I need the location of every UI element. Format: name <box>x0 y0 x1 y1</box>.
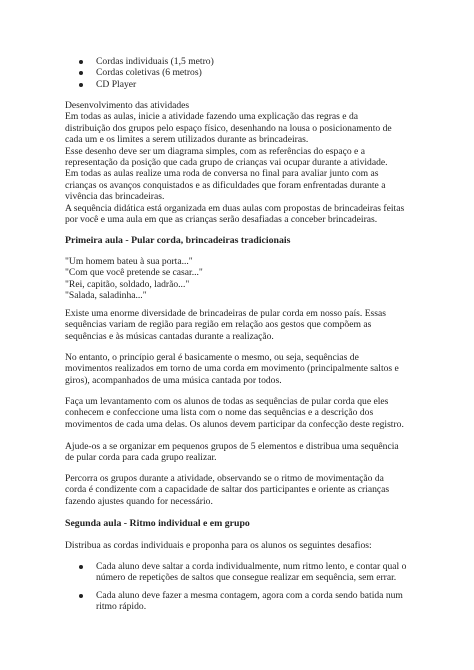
paragraph-line: Faça um levantamento com os alunos de todas as sequências de pular corda que eles <box>65 396 389 407</box>
list-item-line: Cada aluno deve fazer a mesma contagem, agora com a corda sendo batida num <box>96 589 403 601</box>
lesson1-paragraph-3 <box>65 396 415 430</box>
quote-line: "Com que você pretende se casar..." <box>65 267 203 279</box>
paragraph-line: Percorra os grupos durante a atividade, observando se o ritmo de movimentação da <box>65 473 384 484</box>
lesson1-heading: Primeira aula - Pular corda, brincadeiras tradicionais <box>65 235 291 246</box>
paragraph-line: representação da posição que cada grupo de crianças vai ocupar durante a atividade. <box>65 157 388 169</box>
list-item-line: ritmo rápido. <box>96 601 147 613</box>
list-item-line: número de repetições de saltos que consegue realizar em sequência, sem errar. <box>96 572 397 584</box>
paragraph-line: cada um e os limites a serem utilizados durante as brincadeiras. <box>65 134 309 146</box>
paragraph-line: movimentos de cada uma delas. Os alunos devem participar da confecção deste registro. <box>65 418 404 430</box>
paragraph-line: sequências e às músicas cantadas durante a realização. <box>65 330 274 342</box>
list-item <box>78 56 418 67</box>
lesson2-intro <box>65 540 415 551</box>
lesson1-paragraph-1 <box>65 308 415 342</box>
paragraph-line: No entanto, o princípio geral é basicamente o mesmo, ou seja, sequências de <box>65 352 359 363</box>
paragraph-line: giros), acompanhados de uma música cantada por todos. <box>65 374 282 386</box>
lesson1-paragraph-2 <box>65 352 415 386</box>
quote-line: "Rei, capitão, soldado, ladrão..." <box>65 278 190 290</box>
bullet-icon <box>79 60 83 64</box>
bullet-icon <box>79 71 83 75</box>
paragraph-line: Em todas as aulas, inicie a atividade fazendo uma explicação das regras e da <box>65 111 359 123</box>
paragraph-line: Ajude-os a se organizar em pequenos grupos de 5 elementos e distribua uma sequência <box>65 441 399 452</box>
paragraph-line: Esse desenho deve ser um diagrama simples, com as referências do espaço e a <box>65 145 365 157</box>
lesson1-paragraph-5 <box>65 473 415 507</box>
paragraph-line: fazendo ajustes quando for necessário. <box>65 495 213 507</box>
paragraph-line: por você e uma aula em que as crianças serão desafiadas a conceber brincadeiras. <box>65 214 378 226</box>
paragraph-line: A sequência didática está organizada em duas aulas com propostas de brincadeiras feitas <box>65 202 405 214</box>
paragraph-line: vivência das brincadeiras. <box>65 191 165 203</box>
quote-line: "Salada, saladinha..." <box>65 290 147 302</box>
lesson1-quotes <box>65 256 415 302</box>
paragraph-line: distribuição dos grupos pelo espaço físico, desenhando na lousa o posicionamento de <box>65 122 392 134</box>
paragraph-line: conhecem e confeccione uma lista com o nome das sequências e a descrição dos <box>65 407 374 419</box>
quote-line: "Um homem bateu à sua porta..." <box>65 256 193 267</box>
list-item <box>78 79 418 90</box>
materials-list <box>78 56 418 90</box>
paragraph-line: Distribua as cordas individuais e proponha para os alunos os seguintes desafios: <box>65 540 372 551</box>
list-item-text: Cordas coletivas (6 metros) <box>96 67 202 79</box>
list-item <box>78 590 418 613</box>
paragraph-line: crianças os avanços conquistados e as dificuldades que foram enfrentadas durante a <box>65 179 386 191</box>
bullet-icon <box>79 594 83 598</box>
section-title: Desenvolvimento das atividades <box>65 100 190 111</box>
paragraph-line: de pular corda para cada grupo realizar. <box>65 452 217 464</box>
lesson2-heading: Segunda aula - Ritmo individual e em grupo <box>65 518 250 529</box>
list-item-line: Cada aluno deve saltar a corda individualmente, num ritmo lento, e contar qual o <box>96 561 407 572</box>
development-section <box>65 100 415 225</box>
bullet-icon <box>79 83 83 87</box>
list-item-text: CD Player <box>96 78 137 90</box>
paragraph-line: movimentos realizados em torno de uma corda em movimento (principalmente saltos e <box>65 363 399 375</box>
list-item <box>78 67 418 78</box>
bullet-icon <box>79 565 83 569</box>
list-item-text: Cordas individuais (1,5 metro) <box>96 56 214 67</box>
paragraph-line: corda é condizente com a capacidade de saltar dos participantes e oriente as crianças <box>65 484 390 496</box>
paragraph-line: Existe uma enorme diversidade de brincadeiras de pular corda em nosso país. Essas <box>65 308 387 319</box>
lesson2-challenges-list <box>78 561 418 613</box>
lesson1-paragraph-4 <box>65 441 415 464</box>
paragraph-line: sequências variam de região para região em relação aos gestos que compõem as <box>65 319 372 331</box>
list-item <box>78 561 418 584</box>
paragraph-line: Em todas as aulas realize uma roda de conversa no final para avaliar junto com as <box>65 168 379 180</box>
